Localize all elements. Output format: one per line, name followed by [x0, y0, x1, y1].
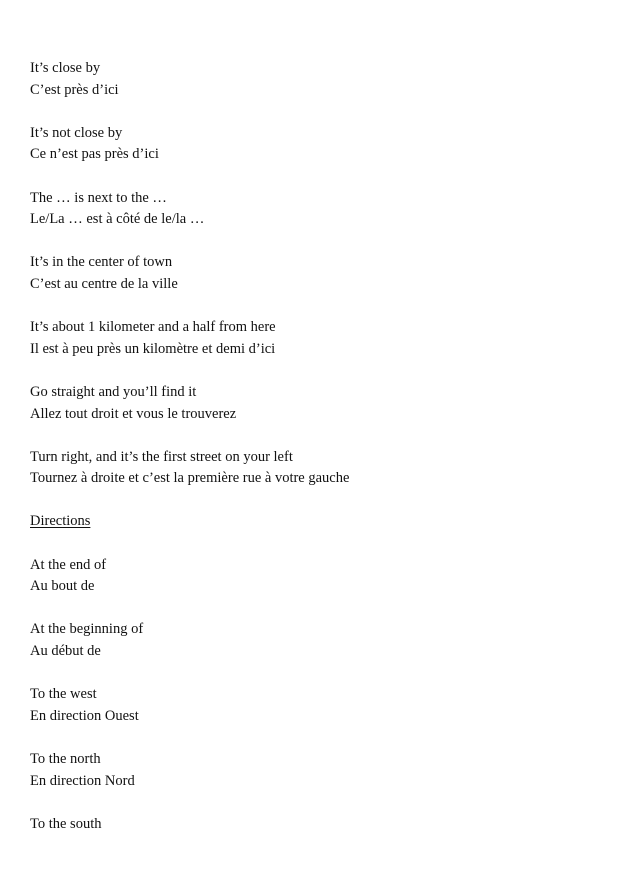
english-phrase: To the south	[30, 815, 102, 832]
french-phrase: Tournez à droite et c’est la première rue à votre gauche	[30, 470, 350, 487]
english-phrase: To the north	[30, 751, 101, 767]
french-phrase: Il est à peu près un kilomètre et demi d’ici	[30, 340, 276, 357]
english-phrase: It’s not close by	[30, 124, 123, 141]
phrase-pair	[30, 447, 620, 490]
english-phrase: Go straight and you’ll find it	[30, 383, 197, 400]
phrase-pair	[30, 188, 620, 231]
directions-heading-block	[30, 511, 620, 533]
french-phrase: En direction Nord	[30, 772, 135, 789]
english-phrase: It’s close by	[30, 60, 101, 76]
english-phrase: To the west	[30, 686, 97, 703]
phrase-pair	[30, 252, 620, 295]
english-phrase: At the end of	[30, 556, 107, 573]
phrase-pair	[30, 382, 620, 425]
direction-pair	[30, 814, 620, 836]
direction-pair	[30, 555, 620, 598]
phrase-pair	[30, 58, 620, 101]
directions-heading: Directions	[30, 513, 91, 530]
french-phrase: Au début de	[30, 643, 101, 660]
direction-pair	[30, 684, 620, 727]
phrase-pair	[30, 123, 620, 166]
french-phrase: En direction Ouest	[30, 707, 139, 724]
french-phrase: C’est au centre de la ville	[30, 275, 178, 292]
phrase-pair	[30, 317, 620, 360]
english-phrase: At the beginning of	[30, 621, 144, 638]
french-phrase: C’est près d’ici	[30, 81, 119, 98]
french-phrase: Allez tout droit et vous le trouverez	[30, 405, 237, 422]
english-phrase: Turn right, and it’s the first street on your left	[30, 448, 293, 465]
french-phrase: Au bout de	[30, 578, 95, 595]
document-page	[30, 58, 620, 857]
english-phrase: It’s in the center of town	[30, 254, 173, 271]
french-phrase: Le/La … est à côté de le/la …	[30, 211, 205, 228]
direction-pair	[30, 749, 620, 792]
english-phrase: It’s about 1 kilometer and a half from here	[30, 319, 276, 336]
english-phrase: The … is next to the …	[30, 189, 167, 206]
french-phrase: Ce n’est pas près d’ici	[30, 146, 159, 163]
direction-pair	[30, 619, 620, 662]
